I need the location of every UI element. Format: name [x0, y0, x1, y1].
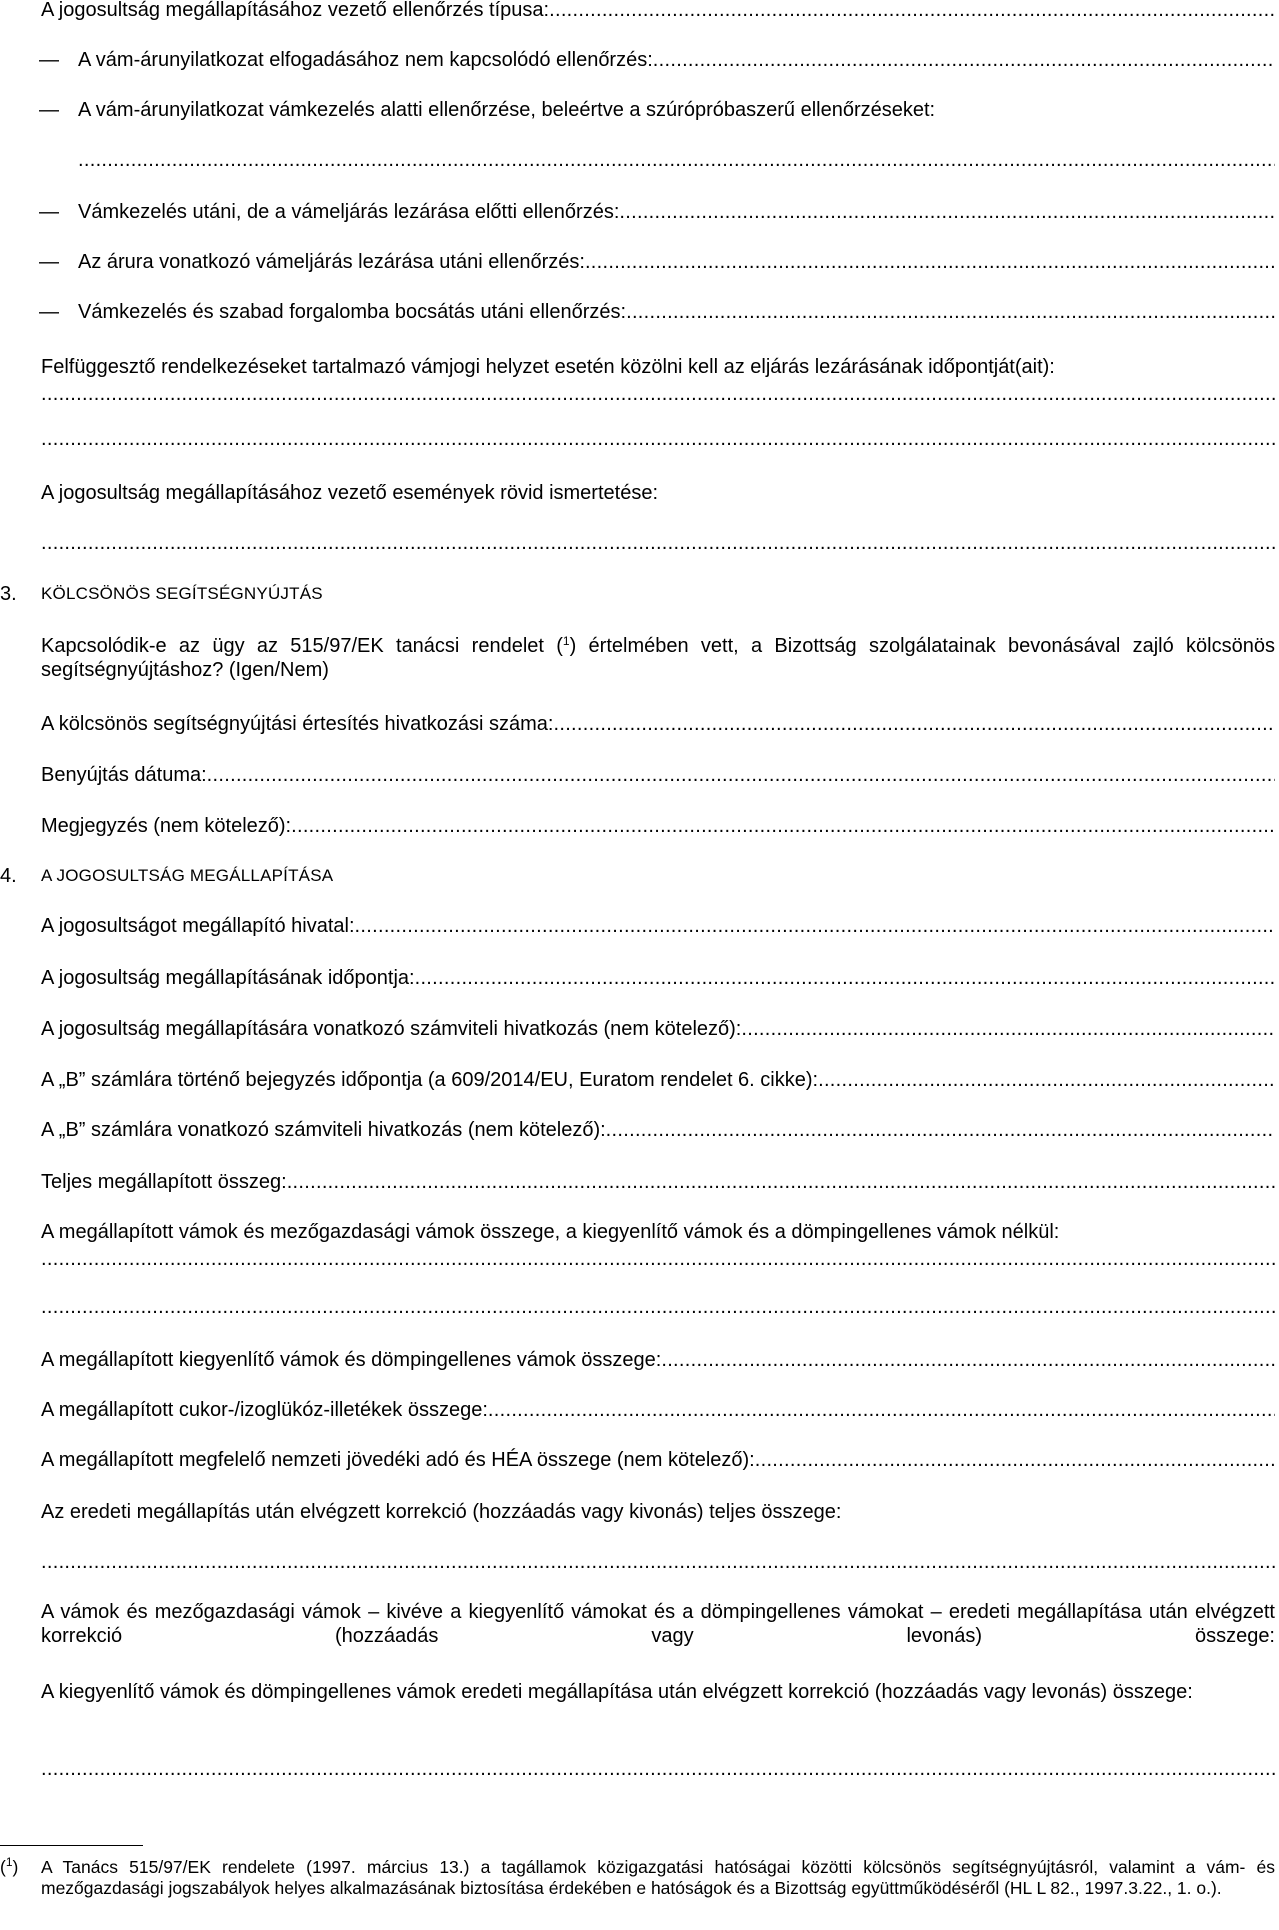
section-title: KÖLCSÖNÖS SEGÍTSÉGNYÚJTÁS — [41, 584, 323, 603]
control-type-line — [41, 0, 1275, 22]
control-item-text: Vámkezelés és szabad forgalomba bocsátás utáni ellenőrzés: — [78, 301, 627, 323]
dash-marker: — — [39, 49, 59, 71]
fill-dots — [653, 48, 1275, 72]
dotted-line — [41, 1757, 1275, 1781]
fill-dots — [488, 1398, 1275, 1422]
fill-dots — [291, 814, 1275, 838]
fill-dots — [78, 148, 1275, 172]
sugar-levy-line — [41, 1398, 1275, 1422]
correction-total-line — [41, 1500, 1275, 1524]
section-4-heading — [0, 864, 1275, 888]
dotted-line — [41, 382, 1275, 406]
dotted-line — [41, 1550, 1275, 1574]
fill-dots — [661, 1348, 1275, 1372]
countervailing-amount-line — [41, 1348, 1275, 1372]
section-3-heading — [0, 582, 1275, 606]
remark-line — [41, 814, 1275, 838]
correction-duties-label: A vámok és mezőgazdasági vámok – kivéve a kiegyenlítő vámokat és a dömpingellenes vámokat – eredeti megállapítása után elvégzett korrekció (hozzáadás vagy levonás) összege: — [41, 1601, 1275, 1647]
submission-date-label: Benyújtás dátuma: — [41, 764, 207, 786]
fill-dots — [41, 427, 1275, 451]
fill-dots — [585, 250, 1275, 274]
footnote-text: A Tanács 515/97/EK rendelete (1997. március 13.) a tagállamok közigazgatási hatóságai közötti kölcsönös segítségnyújtásról, valamint a vám- és mezőgazdasági jogszabályok helyes alkalmazásának biztosítása érdekében e hatóságok és a Bizottság együttműködéséről (HL L 82., 1997.3.22., 1. o.). — [41, 1857, 1275, 1898]
fill-dots — [619, 200, 1275, 224]
section-title: A JOGOSULTSÁG MEGÁLLAPÍTÁSA — [41, 866, 334, 885]
accounting-reference-label: A jogosultság megállapítására vonatkozó számviteli hivatkozás (nem kötelező): — [41, 1018, 742, 1040]
countervailing-amount-label: A megállapított kiegyenlítő vámok és dömpingellenes vámok összege: — [41, 1349, 662, 1371]
section-number: 4. — [0, 865, 17, 887]
dotted-line — [41, 1295, 1275, 1319]
establishment-date-label: A jogosultság megállapításának időpontja: — [41, 967, 415, 989]
fill-dots — [626, 300, 1275, 324]
b-account-date-label: A „B” számlára történő bejegyzés időpontja (a 609/2014/EU, Euratom rendelet 6. cikke): — [41, 1069, 819, 1091]
question-text: Kapcsolódik-e az ügy az 515/97/EK tanácsi rendelet ( — [41, 635, 563, 657]
accounting-reference-line — [41, 1017, 1275, 1041]
control-item-text: Vámkezelés utáni, de a vámeljárás lezárása előtti ellenőrzés: — [78, 201, 620, 223]
footnote-ref: 1 — [562, 634, 570, 648]
correction-countervailing-label: A kiegyenlítő vámok és dömpingellenes vámok eredeti megállapítása után elvégzett korrekció (hozzáadás vagy levonás) összege: — [41, 1681, 1193, 1703]
duties-amount-label: A megállapított vámok és mezőgazdasági vámok összege, a kiegyenlítő vámok és a dömpingellenes vámok nélkül: — [41, 1221, 1060, 1243]
control-item-line — [39, 48, 1275, 72]
reference-number-label: A kölcsönös segítségnyújtási értesítés hivatkozási száma: — [41, 713, 554, 735]
excise-vat-label: A megállapított megfelelő nemzeti jövedéki adó és HÉA összege (nem kötelező): — [41, 1449, 755, 1471]
control-item-line — [39, 250, 1275, 274]
fill-dots — [41, 1757, 1275, 1781]
correction-countervailing-field — [41, 1680, 1275, 1704]
fill-dots — [741, 1017, 1275, 1041]
fill-dots — [606, 1118, 1275, 1142]
establishment-date-line — [41, 966, 1275, 990]
fill-dots — [41, 1550, 1275, 1574]
fill-dots — [287, 1170, 1275, 1194]
remark-label: Megjegyzés (nem kötelező): — [41, 815, 292, 837]
total-amount-line — [41, 1170, 1275, 1194]
dash-marker: — — [39, 201, 59, 223]
office-line — [41, 914, 1275, 938]
dotted-line — [78, 148, 1275, 172]
fill-dots — [41, 1295, 1275, 1319]
b-account-reference-label: A „B” számlára vonatkozó számviteli hivatkozás (nem kötelező): — [41, 1119, 606, 1141]
dash-marker: — — [39, 99, 59, 121]
fill-dots — [755, 1448, 1275, 1472]
control-item-line — [39, 200, 1275, 224]
sugar-levy-label: A megállapított cukor-/izoglükóz-illetékek összege: — [41, 1399, 488, 1421]
dotted-line — [41, 1247, 1275, 1271]
b-account-date-line — [41, 1068, 1275, 1092]
fill-dots — [553, 712, 1275, 736]
fill-dots — [41, 1247, 1275, 1271]
control-type-label: A jogosultság megállapításához vezető ellenőrzés típusa: — [41, 0, 550, 21]
correction-duties-field — [41, 1600, 1275, 1648]
fill-dots — [41, 382, 1275, 406]
dash-marker: — — [39, 251, 59, 273]
excise-vat-line — [41, 1448, 1275, 1472]
paren: ( — [0, 1857, 6, 1877]
fill-dots — [41, 531, 1275, 555]
fill-dots — [355, 914, 1275, 938]
question-text: ) értelmében vett, a Bizottság szolgálatainak bevonásával zajló kölcsönös segítségnyújtáshoz? (Igen/Nem) — [41, 635, 1275, 681]
fill-dots — [415, 966, 1275, 990]
total-amount-label: Teljes megállapított összeg: — [41, 1171, 287, 1193]
fill-dots — [818, 1068, 1275, 1092]
footnote-separator — [0, 1845, 143, 1846]
office-label: A jogosultságot megállapító hivatal: — [41, 915, 355, 937]
suspensive-dates-field — [41, 355, 1275, 379]
dotted-line — [41, 531, 1275, 555]
control-item-text: Az árura vonatkozó vámeljárás lezárása utáni ellenőrzés: — [78, 251, 585, 273]
footnote-number: 1 — [5, 1855, 13, 1869]
events-description-line — [41, 481, 1275, 505]
b-account-reference-line — [41, 1118, 1275, 1142]
correction-total-label: Az eredeti megállapítás után elvégzett korrekció (hozzáadás vagy kivonás) teljes összege: — [41, 1501, 842, 1523]
paren: ) — [12, 1857, 19, 1877]
suspensive-dates-label: Felfüggesztő rendelkezéseket tartalmazó vámjogi helyzet esetén közölni kell az eljárás lezárásának időpontját(ait): — [41, 356, 1055, 378]
control-item-line — [39, 300, 1275, 324]
events-description-label: A jogosultság megállapításához vezető események rövid ismertetése: — [41, 482, 659, 504]
section-number: 3. — [0, 583, 17, 605]
reference-number-line — [41, 712, 1275, 736]
dash-marker: — — [39, 301, 59, 323]
control-item-line — [39, 98, 1275, 122]
submission-date-line — [41, 763, 1275, 787]
duties-amount-field — [41, 1220, 1275, 1244]
control-item-text: A vám-árunyilatkozat vámkezelés alatti ellenőrzése, beleértve a szúrópróbaszerű ellenőrzéseket: — [78, 99, 936, 121]
control-item-text: A vám-árunyilatkozat elfogadásához nem kapcsolódó ellenőrzés: — [78, 49, 653, 71]
dotted-line — [41, 427, 1275, 451]
fill-dots — [207, 763, 1275, 787]
mutual-assistance-question — [41, 634, 1275, 682]
fill-dots — [549, 0, 1275, 22]
footnote-marker — [0, 1857, 18, 1878]
